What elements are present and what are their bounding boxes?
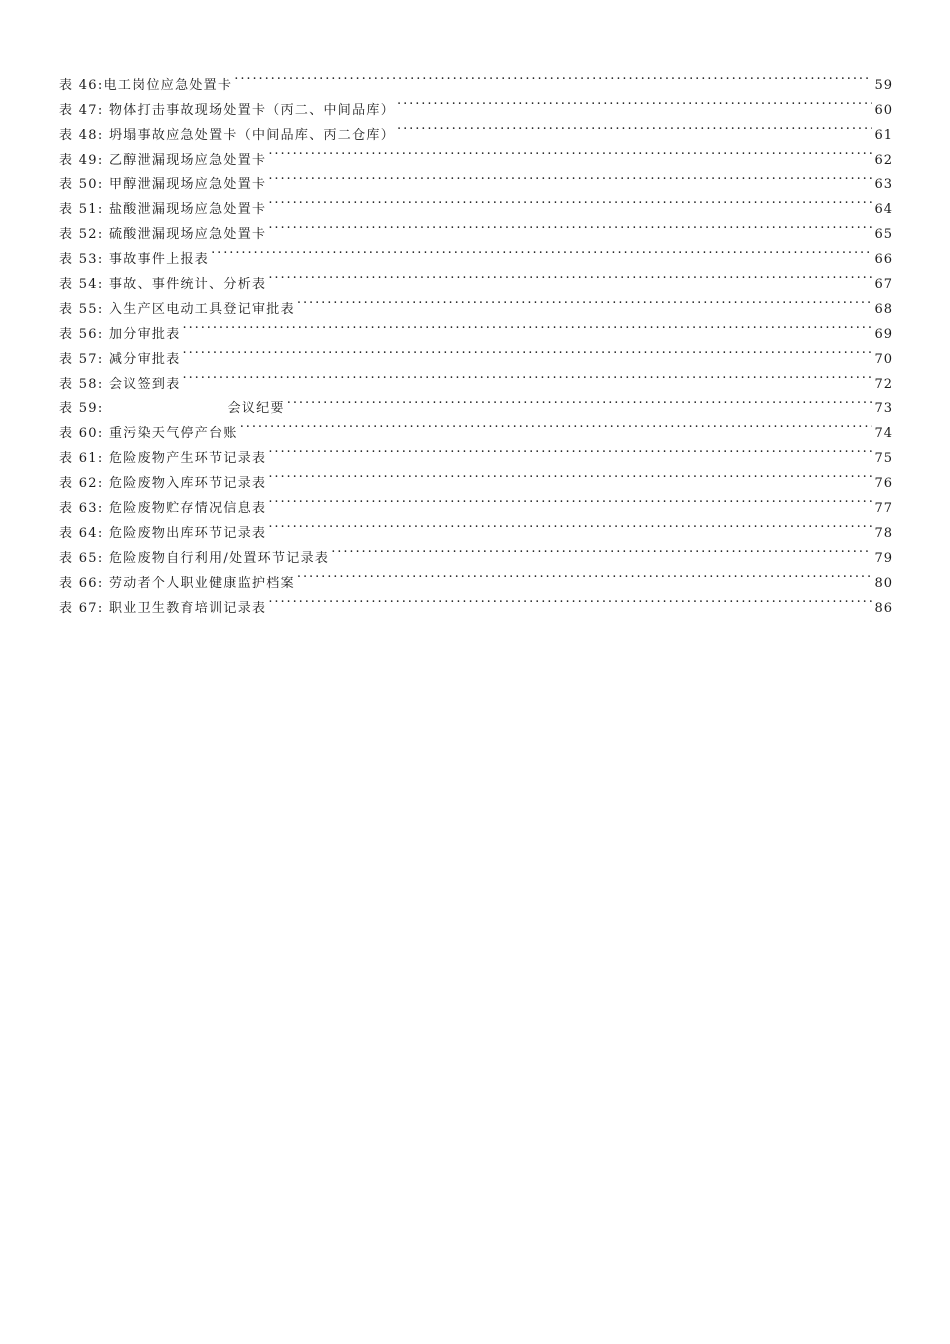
toc-entry-label: 表 65: <box>59 550 104 566</box>
toc-entry-title: 加分审批表 <box>109 326 181 342</box>
toc-dot-leader <box>183 363 873 388</box>
toc-entry-label: 表 52: <box>59 227 104 243</box>
toc-entry-title: 入生产区电动工具登记审批表 <box>109 301 295 317</box>
toc-dot-leader <box>331 537 872 562</box>
toc-dot-leader <box>268 512 872 537</box>
toc-dot-leader <box>268 587 872 612</box>
toc-dot-leader <box>268 188 872 213</box>
toc-entry-title: 危险废物产生环节记录表 <box>109 451 267 467</box>
toc-entry-label: 表 56: <box>59 326 104 342</box>
toc-entry-title: 事故事件上报表 <box>109 252 210 268</box>
toc-entry-title: 重污染天气停产台账 <box>109 426 238 442</box>
toc-dot-leader <box>268 487 872 512</box>
toc-entry-label: 表 53: <box>59 252 104 268</box>
toc-entry-title: 坍塌事故应急处置卡（中间品库、丙二仓库） <box>109 127 396 143</box>
toc-entry[interactable] <box>59 313 893 342</box>
toc-entry[interactable] <box>59 388 893 417</box>
toc-entry-title: 会议签到表 <box>109 376 181 392</box>
toc-entry-label: 表 61: <box>59 451 104 467</box>
toc-entry-title: 危险废物出库环节记录表 <box>109 525 267 541</box>
toc-dot-leader <box>287 388 873 413</box>
toc-dot-leader <box>297 288 873 313</box>
toc-entry-page: 75 <box>874 451 893 467</box>
toc-entry-page: 77 <box>874 501 893 517</box>
toc-entry-title: 乙醇泄漏现场应急处置卡 <box>109 152 267 168</box>
toc-entry-page: 86 <box>874 600 893 616</box>
toc-entry-page: 76 <box>874 476 893 492</box>
toc-entry-label: 表 67: <box>59 600 104 616</box>
table-of-contents <box>59 64 893 616</box>
toc-entry-title: 电工岗位应急处置卡 <box>103 77 233 93</box>
toc-entry-label: 表 47: <box>59 102 104 118</box>
toc-entry-page: 78 <box>874 525 893 541</box>
toc-dot-leader <box>268 164 872 189</box>
toc-entry-title: 减分审批表 <box>109 351 181 367</box>
toc-entry-title: 甲醇泄漏现场应急处置卡 <box>109 177 267 193</box>
toc-entry-page: 66 <box>874 252 893 268</box>
toc-entry-title: 硫酸泄漏现场应急处置卡 <box>109 227 267 243</box>
toc-entry-label: 表 66: <box>59 575 104 591</box>
toc-entry-page: 62 <box>874 152 893 168</box>
toc-entry-page: 59 <box>874 77 893 93</box>
toc-entry-label: 表 54: <box>59 277 104 293</box>
toc-entry-page: 79 <box>874 550 893 566</box>
toc-entry-label: 表 58: <box>59 376 104 392</box>
toc-entry-title: 物体打击事故现场处置卡（丙二、中间品库） <box>109 102 396 118</box>
toc-entry-label: 表 63: <box>59 501 104 517</box>
toc-entry[interactable] <box>59 64 893 93</box>
toc-entry-label: 表 64: <box>59 525 104 541</box>
toc-entry-page: 73 <box>874 401 893 417</box>
toc-entry-title: 职业卫生教育培训记录表 <box>109 600 267 616</box>
toc-entry-label: 表 50: <box>59 177 104 193</box>
toc-entry-label: 表 55: <box>59 301 104 317</box>
toc-entry-label: 表 62: <box>59 476 104 492</box>
toc-dot-leader <box>397 114 872 139</box>
toc-entry-title: 危险废物贮存情况信息表 <box>109 501 267 517</box>
toc-dot-leader <box>268 462 872 487</box>
toc-entry-page: 65 <box>874 227 893 243</box>
toc-entry-page: 61 <box>874 127 893 143</box>
toc-entry-page: 60 <box>874 102 893 118</box>
toc-entry-page: 74 <box>874 426 893 442</box>
toc-dot-leader <box>297 562 873 587</box>
toc-entry-label: 表 57: <box>59 351 104 367</box>
toc-entry-label: 表 48: <box>59 127 104 143</box>
toc-entry-label: 表 60: <box>59 426 104 442</box>
toc-entry-page: 69 <box>874 326 893 342</box>
toc-entry-title: 事故、事件统计、分析表 <box>109 277 267 293</box>
toc-entry-label: 表 46: <box>59 77 104 93</box>
toc-dot-leader <box>268 213 872 238</box>
toc-dot-leader <box>234 64 872 89</box>
toc-entry-page: 63 <box>874 177 893 193</box>
toc-entry-page: 64 <box>874 202 893 218</box>
toc-entry-page: 80 <box>874 575 893 591</box>
toc-entry-title: 危险废物入库环节记录表 <box>109 476 267 492</box>
toc-entry-page: 68 <box>874 301 893 317</box>
toc-entry-page: 72 <box>874 376 893 392</box>
toc-entry-title: 危险废物自行利用/处置环节记录表 <box>109 550 330 566</box>
toc-entry-title: 会议纪要 <box>227 401 285 417</box>
toc-entry-page: 67 <box>874 277 893 293</box>
toc-dot-leader <box>268 139 872 164</box>
toc-dot-leader <box>240 412 873 437</box>
toc-dot-leader <box>183 313 873 338</box>
toc-entry[interactable] <box>59 363 893 392</box>
toc-dot-leader <box>183 338 873 363</box>
toc-entry-label: 表 49: <box>59 152 104 168</box>
toc-entry-page: 70 <box>874 351 893 367</box>
toc-dot-leader <box>397 89 872 114</box>
toc-dot-leader <box>268 437 872 462</box>
toc-dot-leader <box>268 263 872 288</box>
toc-entry-label: 表 59: <box>59 401 104 417</box>
toc-entry-title: 劳动者个人职业健康监护档案 <box>109 575 295 591</box>
toc-entry[interactable] <box>59 338 893 367</box>
toc-entry-title: 盐酸泄漏现场应急处置卡 <box>109 202 267 218</box>
toc-dot-leader <box>211 238 872 263</box>
toc-entry-label: 表 51: <box>59 202 104 218</box>
